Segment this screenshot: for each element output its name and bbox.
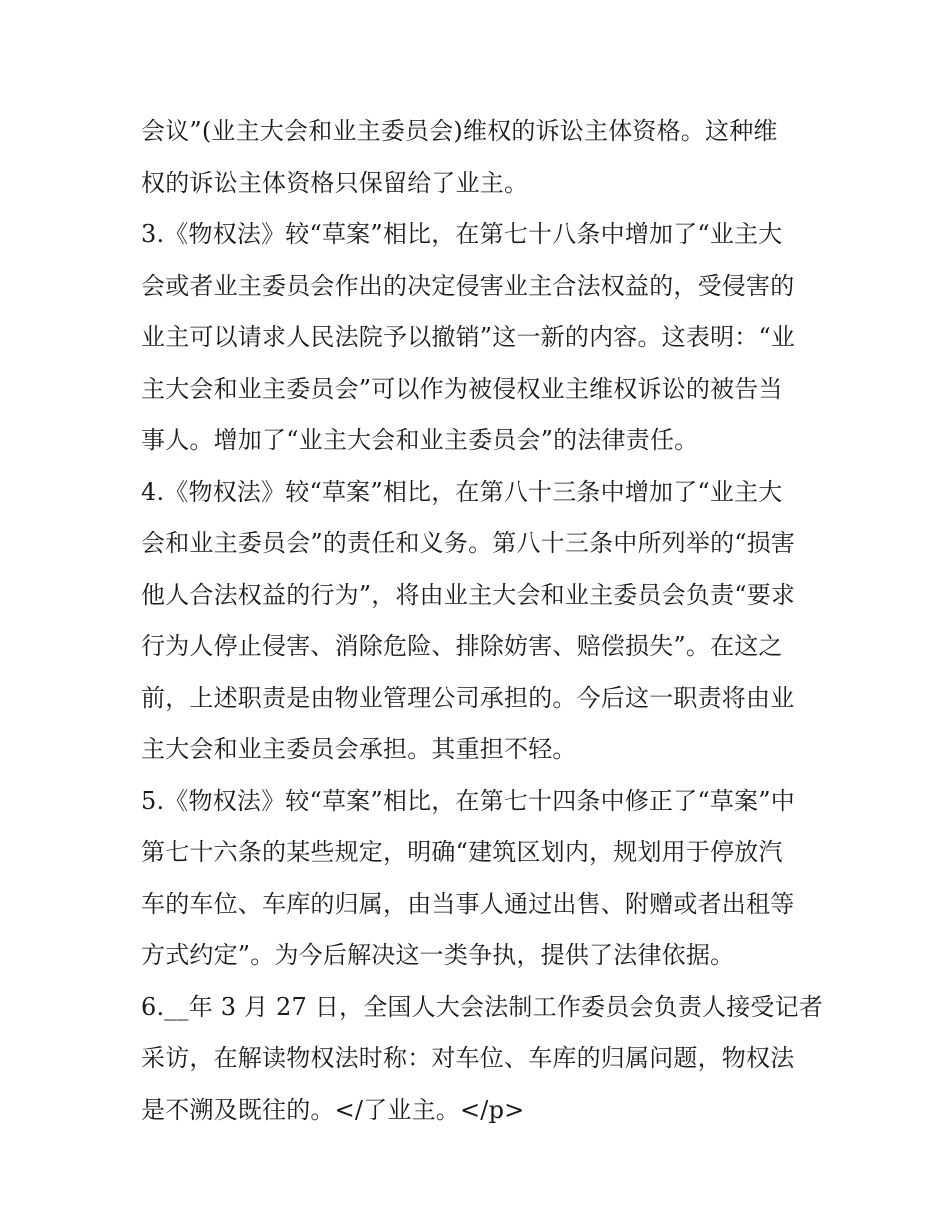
document-body bbox=[141, 108, 824, 1138]
text-line: 前，上述职责是由物业管理公司承担的。今后这一职责将由业 bbox=[141, 683, 795, 712]
text-line: 方式约定”。为今后解决这一类争执，提供了法律依据。 bbox=[141, 941, 735, 969]
text-line: 车的车位、车库的归属，由当事人通过出售、附赠或者出租等 bbox=[141, 889, 795, 918]
text-line: 3.《物权法》较“草案”相比，在第七十八条中增加了“业主大 bbox=[141, 220, 783, 248]
text-line: 会或者业主委员会作出的决定侵害业主合法权益的，受侵害的 bbox=[141, 271, 795, 300]
text-line: 是不溯及既往的。</了业主。</p> bbox=[141, 1095, 525, 1124]
text-line: 他人合法权益的行为”，将由业主大会和业主委员会负责“要求 bbox=[141, 580, 796, 609]
text-line: 会和业主委员会”的责任和义务。第八十三条中所列举的“损害 bbox=[141, 529, 796, 557]
text-line: 事人。增加了“业主大会和业主委员会”的法律责任。 bbox=[141, 426, 699, 454]
text-line: 主大会和业主委员会承担。其重担不轻。 bbox=[141, 735, 577, 763]
text-line: 主大会和业主委员会”可以作为被侵权业主维权诉讼的被告当 bbox=[141, 374, 783, 403]
text-line: 6.__年 3 月 27 日，全国人大会法制工作委员会负责人接受记者 bbox=[141, 992, 824, 1021]
text-line: 5.《物权法》较“草案”相比，在第七十四条中修正了“草案”中 bbox=[141, 786, 795, 815]
text-line: 业主可以请求人民法院予以撤销”这一新的内容。这表明：“业 bbox=[141, 323, 796, 351]
text-line: 权的诉讼主体资格只保留给了业主。 bbox=[141, 168, 529, 197]
text-line: 4.《物权法》较“草案”相比，在第八十三条中增加了“业主大 bbox=[141, 477, 783, 506]
text-line: 第七十六条的某些规定，明确“建筑区划内，规划用于停放汽 bbox=[141, 838, 783, 866]
text-line: 行为人停止侵害、消除危险、排除妨害、赔偿损失”。在这之 bbox=[141, 632, 783, 660]
text-line: 采访，在解读物权法时称：对车位、车库的归属问题，物权法 bbox=[141, 1044, 795, 1072]
text-line: 会议”(业主大会和业主委员会)维权的诉讼主体资格。这种维 bbox=[141, 117, 778, 145]
